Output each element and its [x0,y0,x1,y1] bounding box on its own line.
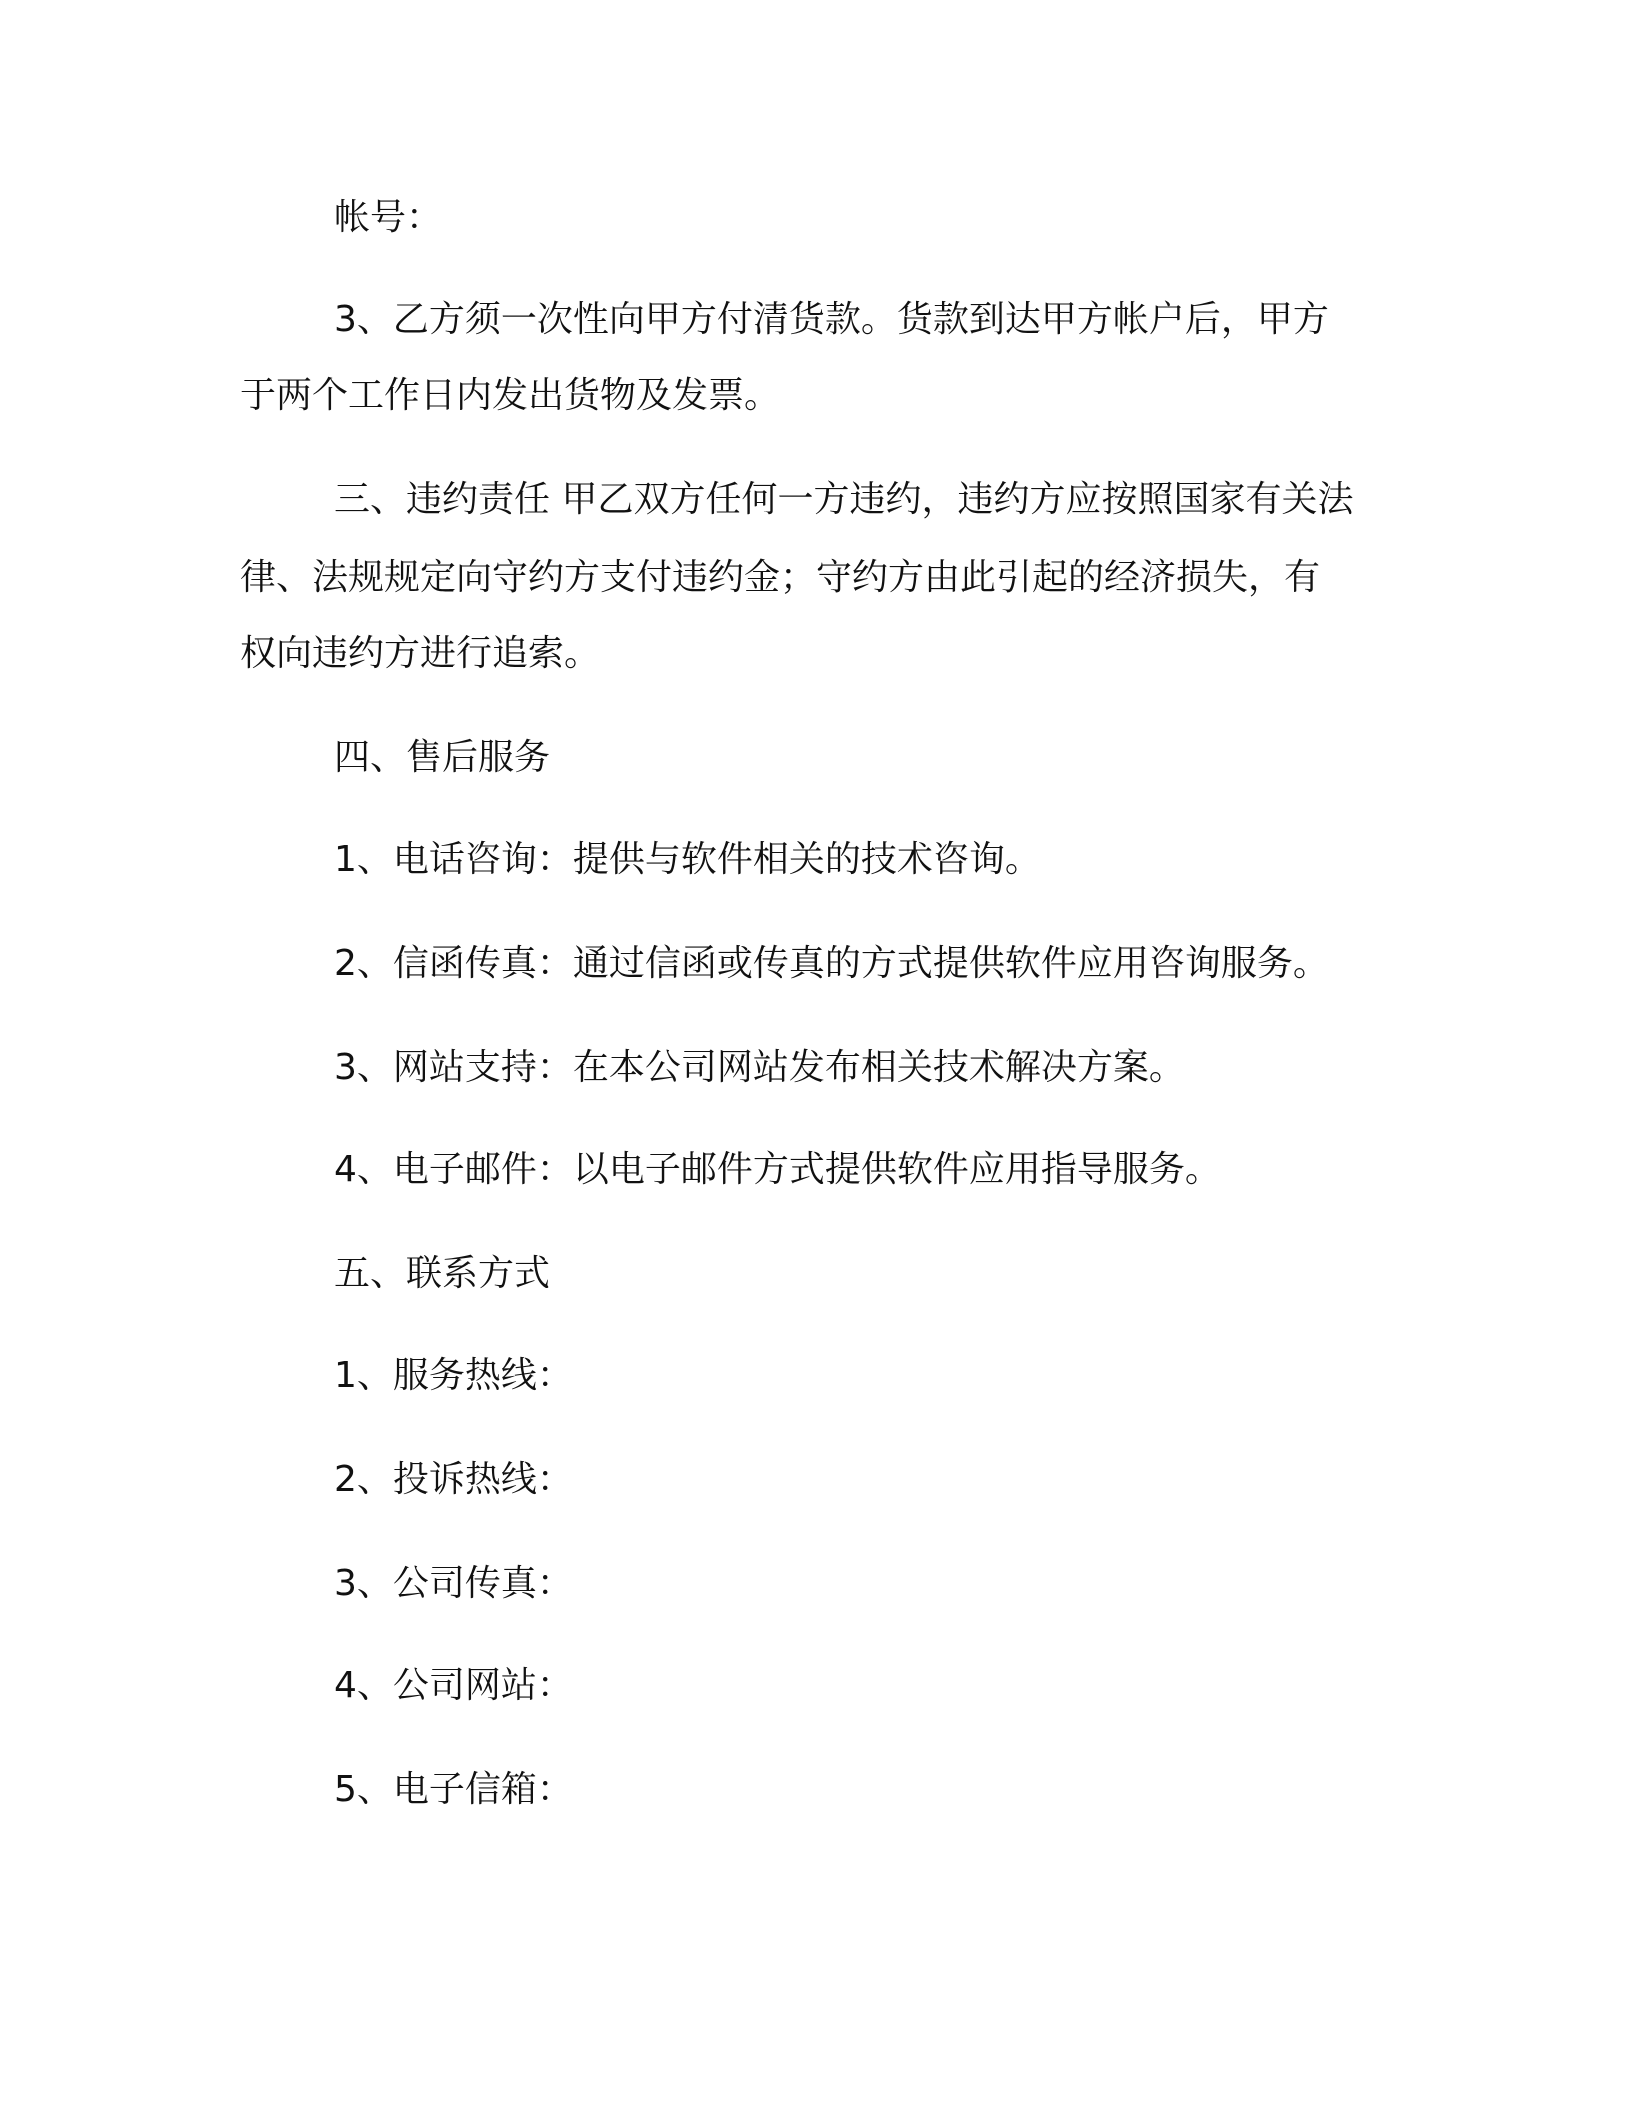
service-item: 2、信函传真：通过信函或传真的方式提供软件应用咨询服务。 [334,943,1329,984]
service-item: 3、网站支持：在本公司网站发布相关技术解决方案。 [334,1047,1185,1088]
account-line: 帐号： [334,197,443,238]
clause-3-line-1: 3、乙方须一次性向甲方付清货款。货款到达甲方帐户后，甲方 [334,299,1329,340]
section-3-line-3: 权向违约方进行追索。 [240,633,601,674]
contact-item: 5、电子信箱： [334,1769,573,1810]
section-3-line-2: 律、法规规定向守约方支付违约金；守约方由此引起的经济损失，有 [240,557,1321,598]
section-3-line-1: 三、违约责任 甲乙双方任何一方违约，违约方应按照国家有关法 [334,479,1354,520]
section-5-title: 五、联系方式 [334,1253,551,1294]
contact-item: 2、投诉热线： [334,1459,573,1500]
contact-item: 3、公司传真： [334,1563,573,1604]
service-item: 1、电话咨询：提供与软件相关的技术咨询。 [334,839,1041,880]
contact-item: 4、公司网站： [334,1665,573,1706]
section-4-title: 四、售后服务 [334,737,551,778]
contact-item: 1、服务热线： [334,1355,573,1396]
service-item: 4、电子邮件：以电子邮件方式提供软件应用指导服务。 [334,1149,1221,1190]
clause-3-line-2: 于两个工作日内发出货物及发票。 [240,375,781,416]
